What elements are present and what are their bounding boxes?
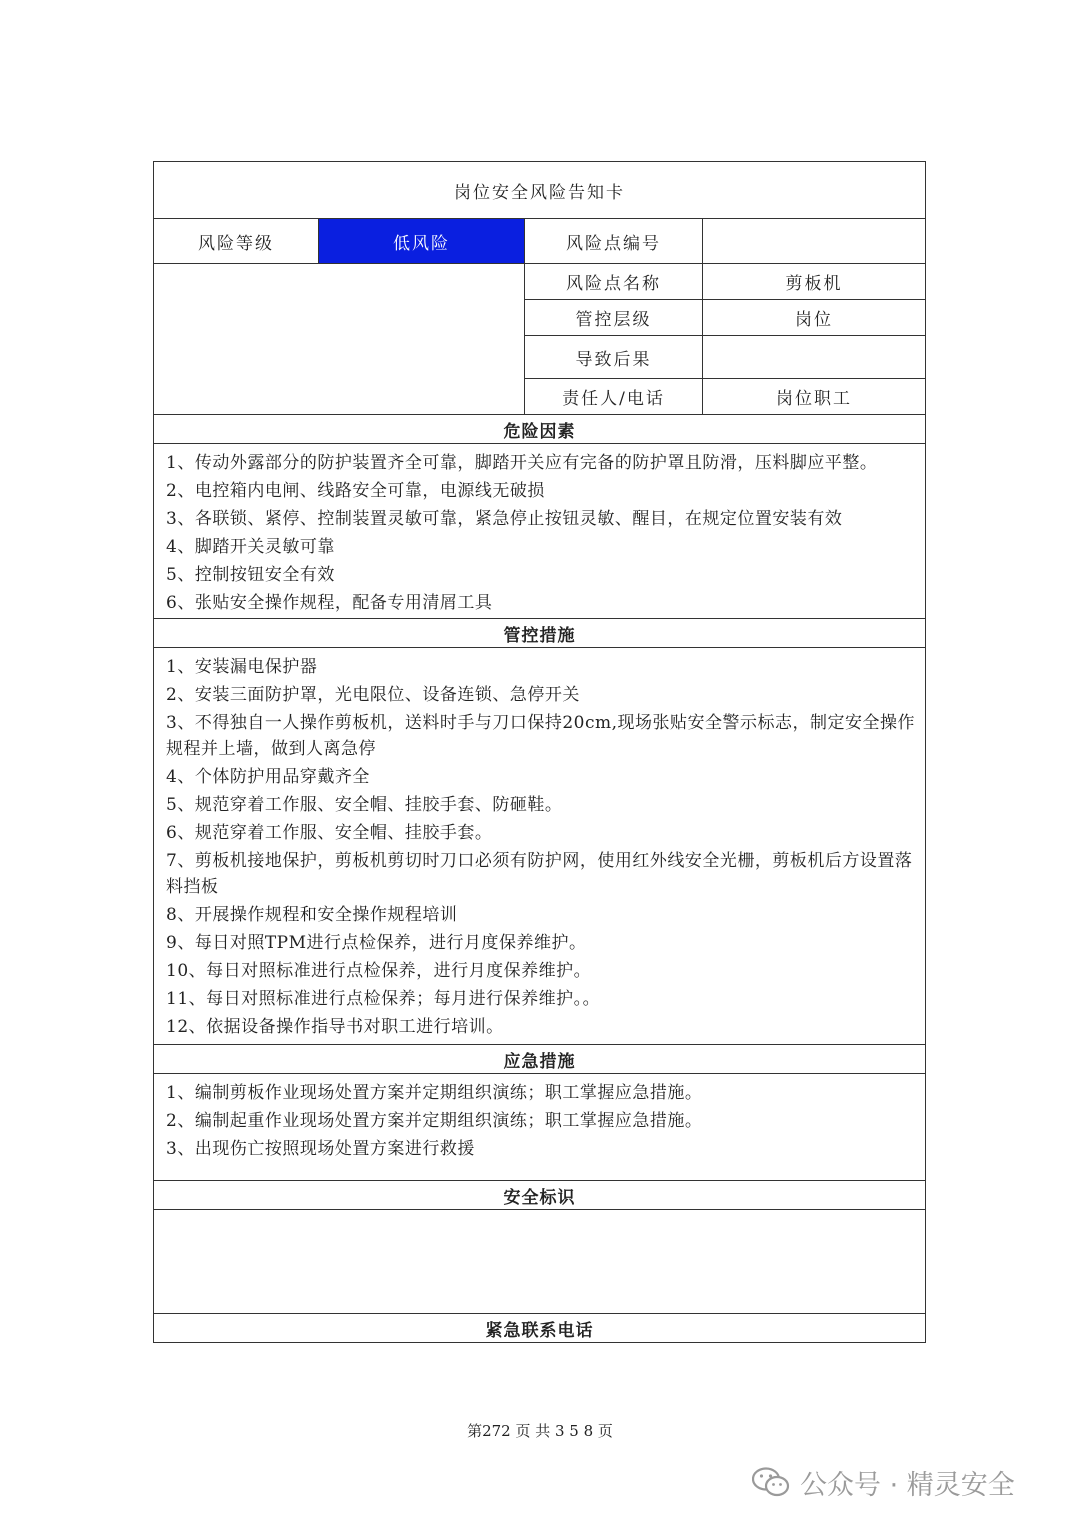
- list-item: 3、出现伤亡按照现场处置方案进行救援: [166, 1139, 475, 1159]
- list-item: 2、安装三面防护罩，光电限位、设备连锁、急停开关: [166, 685, 580, 705]
- controls-heading: 管控措施: [154, 619, 926, 648]
- responsible-label: 责任人/电话: [525, 379, 703, 415]
- responsible-value: 岗位职工: [703, 379, 926, 415]
- safety-signs-area: [154, 1210, 926, 1314]
- risk-level-value: 低风险: [319, 219, 525, 264]
- consequence-value: [703, 336, 926, 379]
- list-item: 7、剪板机接地保护，剪板机剪切时刀口必须有防护网，使用红外线安全光栅，剪板机后方设置落料挡板: [166, 851, 913, 897]
- risk-point-no-value: [703, 219, 926, 264]
- list-item: 4、个体防护用品穿戴齐全: [166, 767, 370, 787]
- page-number: 第272 页 共 3 5 8 页: [467, 1422, 613, 1440]
- list-item: 1、安装漏电保护器: [166, 657, 318, 677]
- emergency-phone-heading: 紧急联系电话: [154, 1314, 926, 1343]
- list-item: 11、每日对照标准进行点检保养；每月进行保养维护。。: [166, 989, 601, 1009]
- list-item: 8、开展操作规程和安全操作规程培训: [166, 905, 458, 925]
- list-item: 10、每日对照标准进行点检保养，进行月度保养维护。: [166, 961, 592, 981]
- list-item: 12、依据设备操作指导书对职工进行培训。: [166, 1017, 504, 1037]
- risk-point-name-value: 剪板机: [703, 264, 926, 300]
- list-item: 3、不得独自一人操作剪板机，送料时手与刀口保持20cm,现场张贴安全警示标志，制定安全操作规程并上墙，做到人离急停: [166, 713, 915, 759]
- list-item: 5、控制按钮安全有效: [166, 565, 335, 585]
- control-level-label: 管控层级: [525, 300, 703, 336]
- emergency-heading: 应急措施: [154, 1045, 926, 1074]
- list-item: 6、张贴安全操作规程，配备专用清屑工具: [166, 593, 493, 613]
- risk-level-label: 风险等级: [154, 219, 319, 264]
- risk-point-name-label: 风险点名称: [525, 264, 703, 300]
- risk-point-no-label: 风险点编号: [525, 219, 703, 264]
- list-item: 4、脚踏开关灵敏可靠: [166, 537, 335, 557]
- card-title: 岗位安全风险告知卡: [154, 162, 926, 219]
- list-item: 1、编制剪板作业现场处置方案并定期组织演练；职工掌握应急措施。: [166, 1083, 703, 1103]
- control-level-value: 岗位: [703, 300, 926, 336]
- image-area: [154, 264, 525, 415]
- emergency-list: [154, 1074, 926, 1181]
- list-item: 5、规范穿着工作服、安全帽、挂胶手套、防砸鞋。: [166, 795, 563, 815]
- watermark: [752, 1462, 1052, 1502]
- hazards-heading: 危险因素: [154, 415, 926, 444]
- risk-notice-card: [153, 161, 925, 1343]
- list-item: 2、电控箱内电闸、线路安全可靠，电源线无破损: [166, 481, 545, 501]
- controls-list: [154, 648, 926, 1045]
- consequence-label: 导致后果: [525, 336, 703, 379]
- list-item: 1、传动外露部分的防护装置齐全可靠，脚踏开关应有完备的防护罩且防滑，压料脚应平整。: [166, 453, 878, 473]
- list-item: 2、编制起重作业现场处置方案并定期组织演练；职工掌握应急措施。: [166, 1111, 703, 1131]
- risk-card-table: [153, 161, 926, 1343]
- hazards-list: [154, 444, 926, 619]
- wechat-icon: [752, 1467, 790, 1497]
- list-item: 3、各联锁、紧停、控制装置灵敏可靠，紧急停止按钮灵敏、醒目，在规定位置安装有效: [166, 509, 843, 529]
- watermark-text: 公众号 · 精灵安全: [800, 1469, 1015, 1501]
- safety-signs-heading: 安全标识: [154, 1181, 926, 1210]
- list-item: 9、每日对照TPM进行点检保养，进行月度保养维护。: [166, 933, 587, 953]
- list-item: 6、规范穿着工作服、安全帽、挂胶手套。: [166, 823, 493, 843]
